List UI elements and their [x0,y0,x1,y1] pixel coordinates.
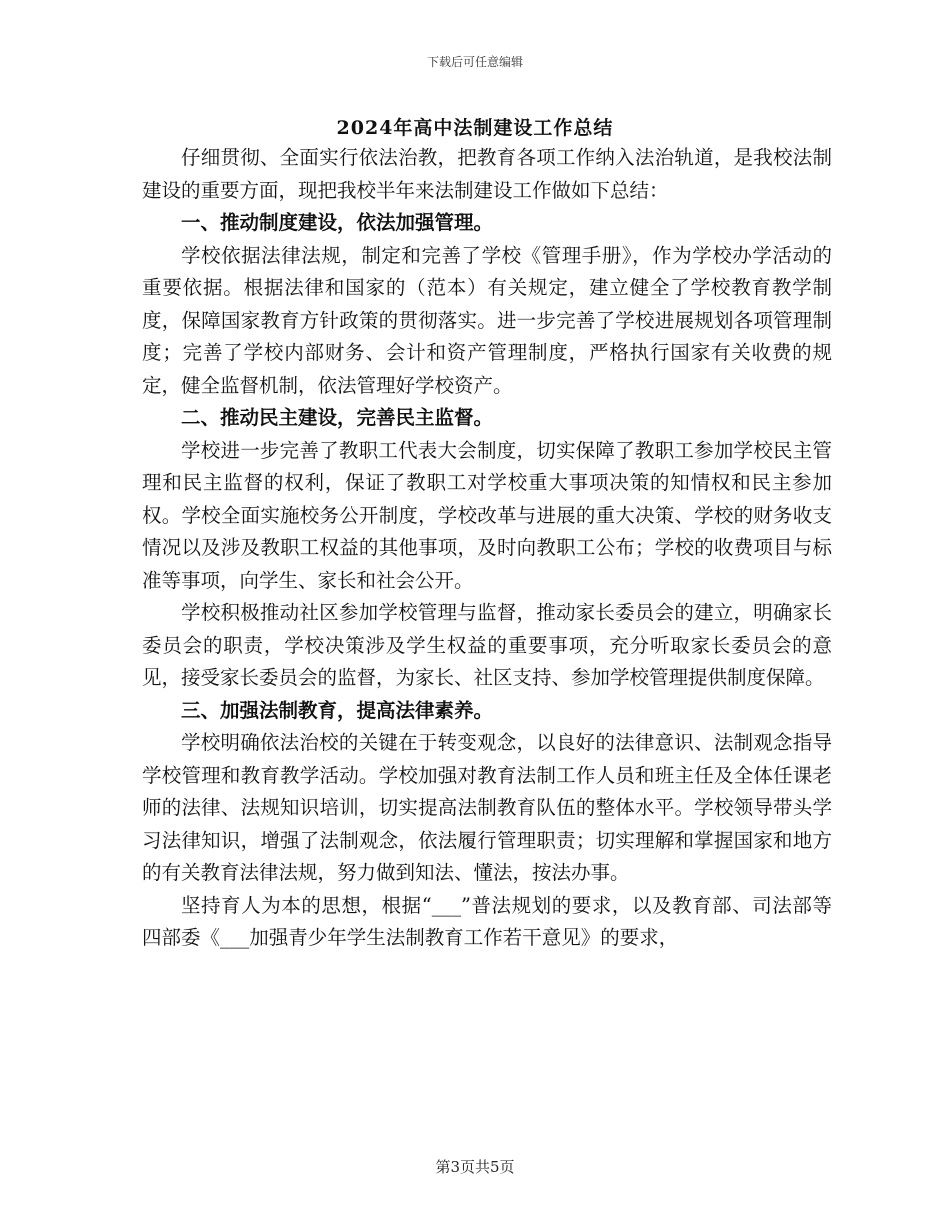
section-2-paragraph-2: 学校积极推动社区参加学校管理与监督，推动家长委员会的建立，明确家长委员会的职责，学校决策涉及学生权益的重要事项，充分听取家长委员会的意见，接受家长委员会的监督，为家长、社区支持、参加学校管理提供制度保障。 [142,601,832,689]
page-header-note: 下载后可任意编辑 [426,55,523,69]
intro-paragraph: 仔细贯彻、全面实行依法治教，把教育各项工作纳入法治轨道，是我校法制建设的重要方面，现把我校半年来法制建设工作做如下总结： [142,146,832,202]
page-number: 第3页共5页 [435,1158,515,1176]
section-heading-3: 三、加强法制教育，提高法律素养。 [181,698,494,722]
section-heading-2: 二、推动民主建设，完善民主监督。 [181,406,494,429]
section-heading-1: 一、推动制度建设，依法加强管理。 [181,211,494,234]
section-3-paragraph-2: 坚持育人为本的思想，根据“___”普法规划的要求，以及教育部、司法部等四部委《___加强青少年学生法制教育工作若干意见》的要求， [142,893,832,949]
section-2-paragraph-1: 学校进一步完善了教职工代表大会制度，切实保障了教职工参加学校民主管理和民主监督的权利，保证了教职工对学校重大事项决策的知情权和民主参加权。学校全面实施校务公开制度，学校改革与进展的重大决策、学校的财务收支情况以及涉及教职工权益的其他事项，及时向教职工公布；学校的收费项目与标准等事项，向学生、家长和社会公开。 [142,438,832,592]
document-title: 2024年高中法制建设工作总结 [336,117,614,139]
section-1-paragraph: 学校依据法律法规，制定和完善了学校《管理手册》，作为学校办学活动的重要依据。根据法律和国家的（范本）有关规定，建立健全了学校教育教学制度，保障国家教育方针政策的贯彻落实。进一步完善了学校进展规划各项管理制度；完善了学校内部财务、会计和资产管理制度，严格执行国家有关收费的规定，健全监督机制，依法管理好学校资产。 [142,243,832,397]
section-3-paragraph-1: 学校明确依法治校的关键在于转变观念，以良好的法律意识、法制观念指导学校管理和教育教学活动。学校加强对教育法制工作人员和班主任及全体任课老师的法律、法规知识培训，切实提高法制教育队伍的整体水平。学校领导带头学习法律知识，增强了法制观念，依法履行管理职责；切实理解和掌握国家和地方的有关教育法律法规，努力做到知法、懂法，按法办事。 [142,731,832,884]
document-body [142,142,832,955]
